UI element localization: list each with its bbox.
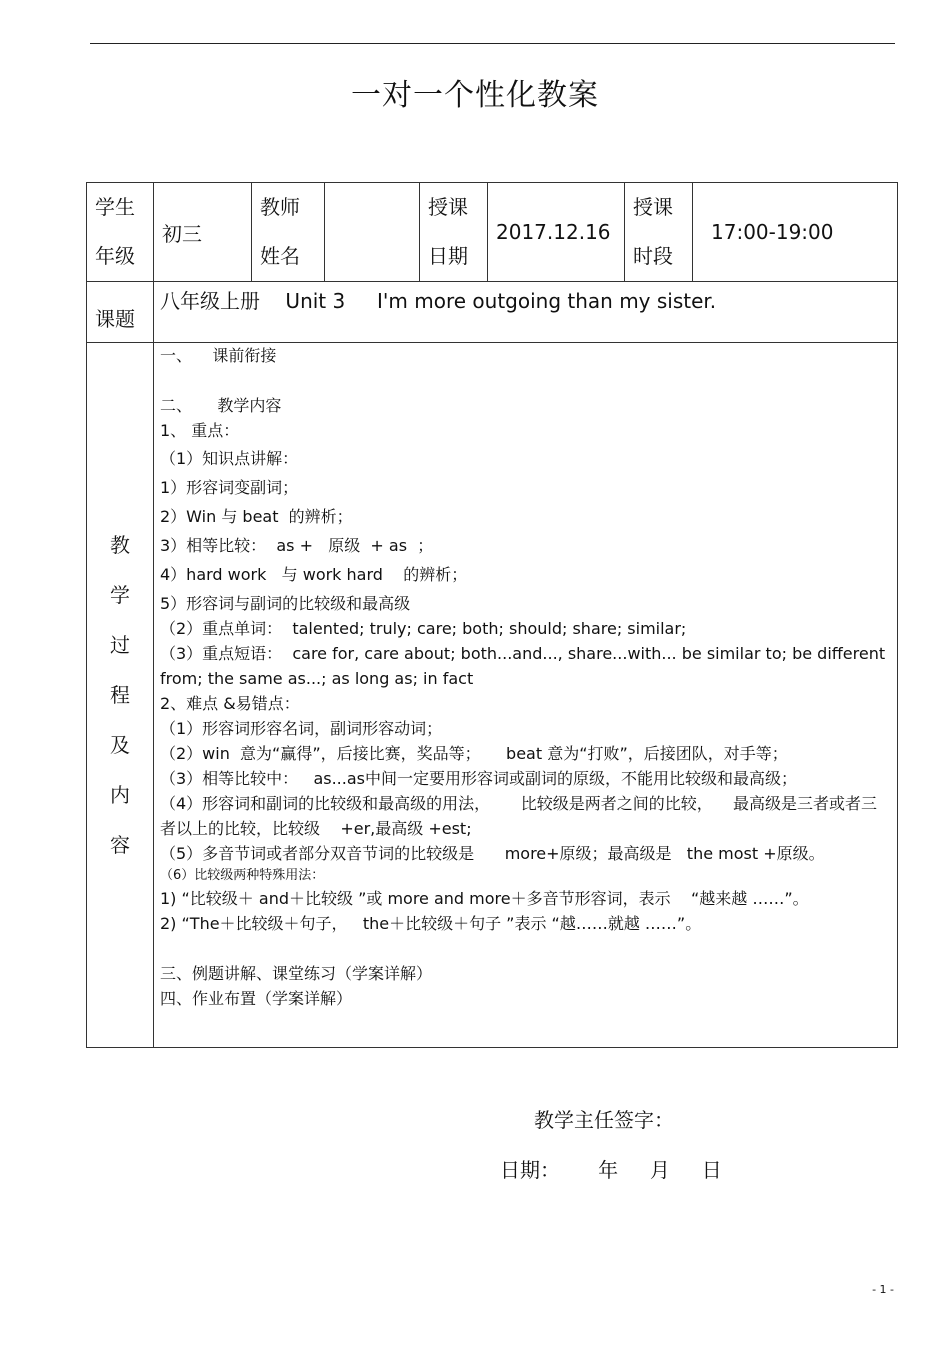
content-line: （3）相等比较中： as...as中间一定要用形容词或副词的原级，不能用比较级和最高级；: [160, 769, 797, 788]
content-line: 三、例题讲解、课堂练习（学案详解）: [160, 964, 433, 983]
date-value: 2017.12.16: [488, 183, 625, 282]
body-row: [87, 343, 898, 1048]
process-content-label: 教 学 过 程 及 内 容: [87, 343, 154, 1048]
date-label: 授课 日期: [420, 183, 488, 282]
topic-value: 八年级上册 Unit 3 I'm more outgoing than my sister.: [154, 282, 898, 343]
content-line: （1）形容词形容名词，副词形容动词；: [160, 719, 443, 738]
content-line: 二、 教学内容: [160, 396, 282, 415]
top-rule: [90, 43, 895, 44]
content-line: （6）比较级两种特殊用法：: [160, 868, 325, 883]
period-label: 授课 时段: [625, 183, 693, 282]
content-line: 1、 重点：: [160, 421, 240, 440]
content-line: （2）重点单词： talented; truly; care; both; should; share; similar;: [160, 619, 687, 638]
director-signature: 教学主任签字：: [534, 1108, 674, 1132]
signature-date: 日期： 年 月 日: [500, 1158, 722, 1182]
content-line: 3）相等比较： as + 原级 + as ；: [160, 536, 434, 555]
grade-value: 初三: [154, 183, 252, 282]
period-value: 17:00-19:00: [693, 183, 898, 282]
content-line: （2）win 意为“赢得”，后接比赛，奖品等； beat 意为“打败”，后接团队，对手等；: [160, 744, 788, 763]
content-line: 四、作业布置（学案详解）: [160, 989, 353, 1008]
content-line: 一、 课前衔接: [160, 346, 277, 365]
document-title: 一对一个性化教案: [351, 78, 599, 113]
teacher-value: [325, 183, 420, 282]
topic-row: [87, 282, 898, 343]
content-line: （1）知识点讲解：: [160, 449, 299, 468]
lesson-plan-table: [86, 182, 898, 1048]
topic-label: 课题: [87, 282, 154, 343]
content-line: 2、难点 &易错点：: [160, 694, 300, 713]
content-line: 2）Win 与 beat 的辨析；: [160, 507, 353, 526]
teacher-label: 教师 姓名: [252, 183, 325, 282]
content-line: （5）多音节词或者部分双音节词的比较级是 more+原级；最高级是 the most +原级。: [160, 844, 825, 863]
content-line: [160, 936, 889, 961]
content-line: 1) “比较级＋ and＋比较级 ”或 more and more＋多音节形容词，表示 “越来越 ……”。: [160, 889, 809, 908]
page-number: - 1 -: [872, 1283, 894, 1296]
lesson-content: [154, 343, 898, 1048]
content-line: 4）hard work 与 work hard 的辨析；: [160, 565, 468, 584]
grade-label: 学生 年级: [87, 183, 154, 282]
content-line: [160, 368, 889, 393]
content-line: （4）形容词和副词的比较级和最高级的用法， 比较级是两者之间的比较， 最高级是三者或者三者以上的比较，比较级 +er,最高级 +est;: [160, 794, 878, 838]
content-line: 5）形容词与副词的比较级和最高级: [160, 594, 411, 613]
header-row: [87, 183, 898, 282]
content-line: 2) “The＋比较级＋句子， the＋比较级＋句子 ”表示 “越……就越 ……”。: [160, 914, 702, 933]
content-line: （3）重点短语： care for, care about; both...and..., share...with... be similar to; be different from; the same as...; as long as; in fact: [160, 644, 891, 688]
content-line: 1）形容词变副词；: [160, 478, 299, 497]
